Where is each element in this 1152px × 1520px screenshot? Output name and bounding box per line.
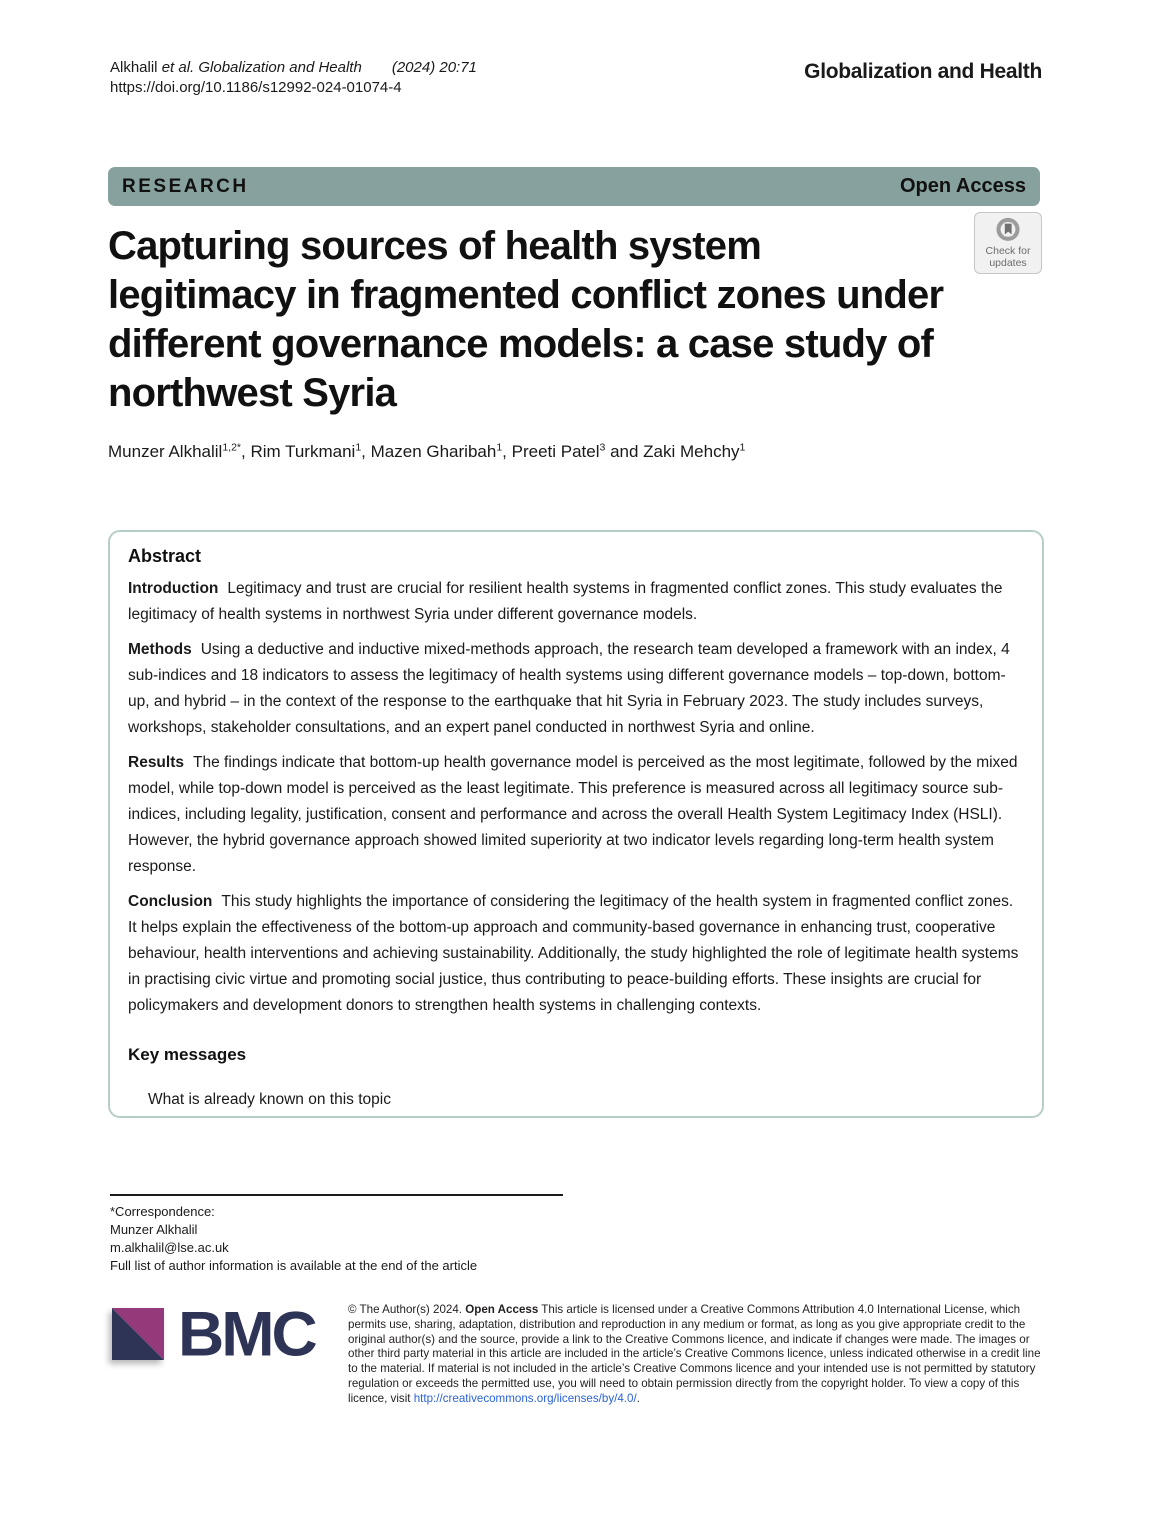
section-label-conclusion: Conclusion [128, 893, 213, 910]
abstract-section-introduction [128, 576, 1024, 628]
key-messages-heading: Key messages [128, 1045, 247, 1064]
correspondence-label: *Correspondence: [110, 1204, 215, 1219]
section-text-methods: Using a deductive and inductive mixed-methods approach, the research team developed a framework with an index, 4 sub-indices and 18 indicators to assess the legitimacy of health systems using different governance models – top-down, bottom-up, and hybrid – in the context of the response to the earthquake that hit Syria in February 2023. The study includes surveys, workshops, stakeholder consultations, and an expert panel conducted in northwest Syria and online. [128, 641, 1010, 736]
creative-commons-link[interactable]: http://creativecommons.org/licenses/by/4.0/ [413, 1391, 637, 1405]
copyright-open-access: Open Access [465, 1303, 539, 1316]
article-title: Capturing sources of health system legitimacy in fragmented conflict zones under different governance models: a case study of northwest Syria [108, 224, 944, 415]
correspondence-block [110, 1194, 565, 1275]
abstract-section-conclusion [128, 889, 1024, 1019]
bmc-logo-text: BMC [178, 1298, 315, 1370]
correspondence-name: Munzer Alkhalil [110, 1222, 198, 1237]
section-text-introduction: Legitimacy and trust are crucial for resilient health systems in fragmented conflict zones. This study evaluates the legitimacy of health systems in northwest Syria under different governance models. [128, 580, 1003, 623]
article-type-label: RESEARCH [122, 175, 249, 197]
copyright-notice [348, 1303, 1044, 1407]
copyright-body: This article is licensed under a Creative Commons Attribution 4.0 International License, which permits use, sharing, adaptation, distribution and reproduction in any medium or format, as long as you give appropriate credit to the original author(s) and the source, provide a link to the Creative Commons licence, and indicate if changes were made. The images or other third party material in this article are included in the article’s Creative Commons licence, unless indicated otherwise in a credit line to the material. If material is not included in the article’s Creative Commons licence and your intended use is not permitted by statutory regulation or exceeds the permitted use, you will need to obtain permission directly from the copyright holder. To view a copy of this licence, visit [348, 1303, 1041, 1405]
check-for-updates-line1: Check for [985, 245, 1031, 257]
abstract-section-results [128, 750, 1024, 880]
copyright-suffix: . [636, 1391, 640, 1405]
check-for-updates-label [986, 246, 1031, 269]
citation-line [110, 58, 477, 78]
section-label-methods: Methods [128, 641, 192, 658]
section-label-introduction: Introduction [128, 580, 219, 597]
abstract-section-methods [128, 637, 1024, 741]
check-for-updates-line2: updates [989, 256, 1027, 269]
correspondence-divider [110, 1194, 563, 1196]
authors-line: Munzer Alkhalil$^{1,2*}$, Rim Turkmani$^1$, Mazen Gharibah$^1$, Preeti Patel$^3$ and Zaki Mehchy$^1$ [108, 441, 746, 461]
citation-ref: (2024) 20:71 [391, 59, 477, 76]
copyright-prefix: © The Author(s) 2024. [348, 1303, 466, 1316]
citation-block [110, 58, 477, 98]
section-label-results: Results [128, 754, 184, 771]
crossmark-icon [993, 217, 1023, 245]
bmc-logo-icon [112, 1308, 164, 1360]
citation-authors: Alkhalil [110, 59, 162, 76]
correspondence-note: Full list of author information is available at the end of the article [110, 1258, 478, 1273]
citation-journal: et al. Globalization and Health [161, 59, 362, 76]
section-text-conclusion: This study highlights the importance of considering the legitimacy of the health system in fragmented conflict zones. It helps explain the effectiveness of the bottom-up approach and community-based governance in enhancing trust, cooperative behaviour, health interventions and achieving sustainability. Additionally, the study highlighted the role of legitimate health systems in practising civic virtue and promoting social justice, thus contributing to peace-building efforts. These insights are crucial for policymakers and development donors to strengthen health systems in challenging contexts. [128, 893, 1019, 1014]
doi-text: https://doi.org/10.1186/s12992-024-01074-4 [110, 79, 402, 96]
correspondence-email-link[interactable]: m.alkhalil@lse.ac.uk [110, 1240, 229, 1255]
key-message-item: What is already known on this topic [148, 1091, 391, 1108]
section-text-results: The findings indicate that bottom-up health governance model is perceived as the most legitimate, followed by the mixed model, while top-down model is perceived as the least legitimate. This preference is measured across all legitimacy source sub-indices, including legality, justification, consent and performance and across the overall Health System Legitimacy Index (HSLI). However, the hybrid governance approach showed limited superiority at two indicator levels regarding long-term health system response. [128, 754, 1018, 875]
journal-title: Globalization and Health [804, 60, 1042, 83]
open-access-label: Open Access [900, 175, 1026, 197]
bmc-logo [112, 1298, 315, 1370]
check-for-updates-button[interactable] [974, 212, 1042, 274]
abstract-heading: Abstract [128, 546, 202, 566]
page-header [110, 58, 1042, 98]
abstract-box [108, 530, 1044, 1118]
article-type-banner [108, 167, 1040, 206]
